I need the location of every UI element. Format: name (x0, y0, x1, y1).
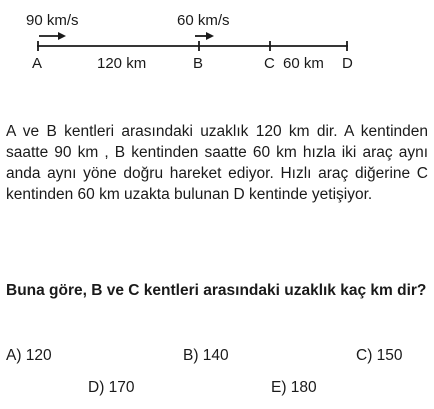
point-label-a: A (32, 55, 43, 72)
point-label-c: C (264, 55, 275, 72)
speed-label-b: 60 km/s (177, 12, 230, 29)
distance-label-ab: 120 km (97, 55, 147, 72)
arrow-right-icon (39, 32, 66, 40)
point-label-d: D (342, 55, 353, 72)
option-d[interactable]: D) 170 (88, 379, 135, 396)
problem-text: A ve B kentleri arasındaki uzaklık 120 km dir. A kentinden saatte 90 km , B kentinden saatte 60 km hızla iki araç aynı anda aynı yöne doğru hareket ediyor. Hızlı araç diğerine C kentinden 60 km uzakta bulunan D kentinde yetişiyor. (6, 123, 428, 203)
speed-label-a: 90 km/s (26, 12, 79, 29)
option-a[interactable]: A) 120 (6, 347, 52, 364)
motion-diagram (0, 0, 434, 80)
option-e[interactable]: E) 180 (271, 379, 317, 396)
question-text: Buna göre, B ve C kentleri arasındaki uzaklık kaç km dir? (6, 282, 427, 299)
arrow-right-icon (195, 32, 214, 40)
option-b[interactable]: B) 140 (183, 347, 229, 364)
distance-label-cd: 60 km (283, 55, 324, 72)
point-label-b: B (193, 55, 204, 72)
option-c[interactable]: C) 150 (356, 347, 403, 364)
